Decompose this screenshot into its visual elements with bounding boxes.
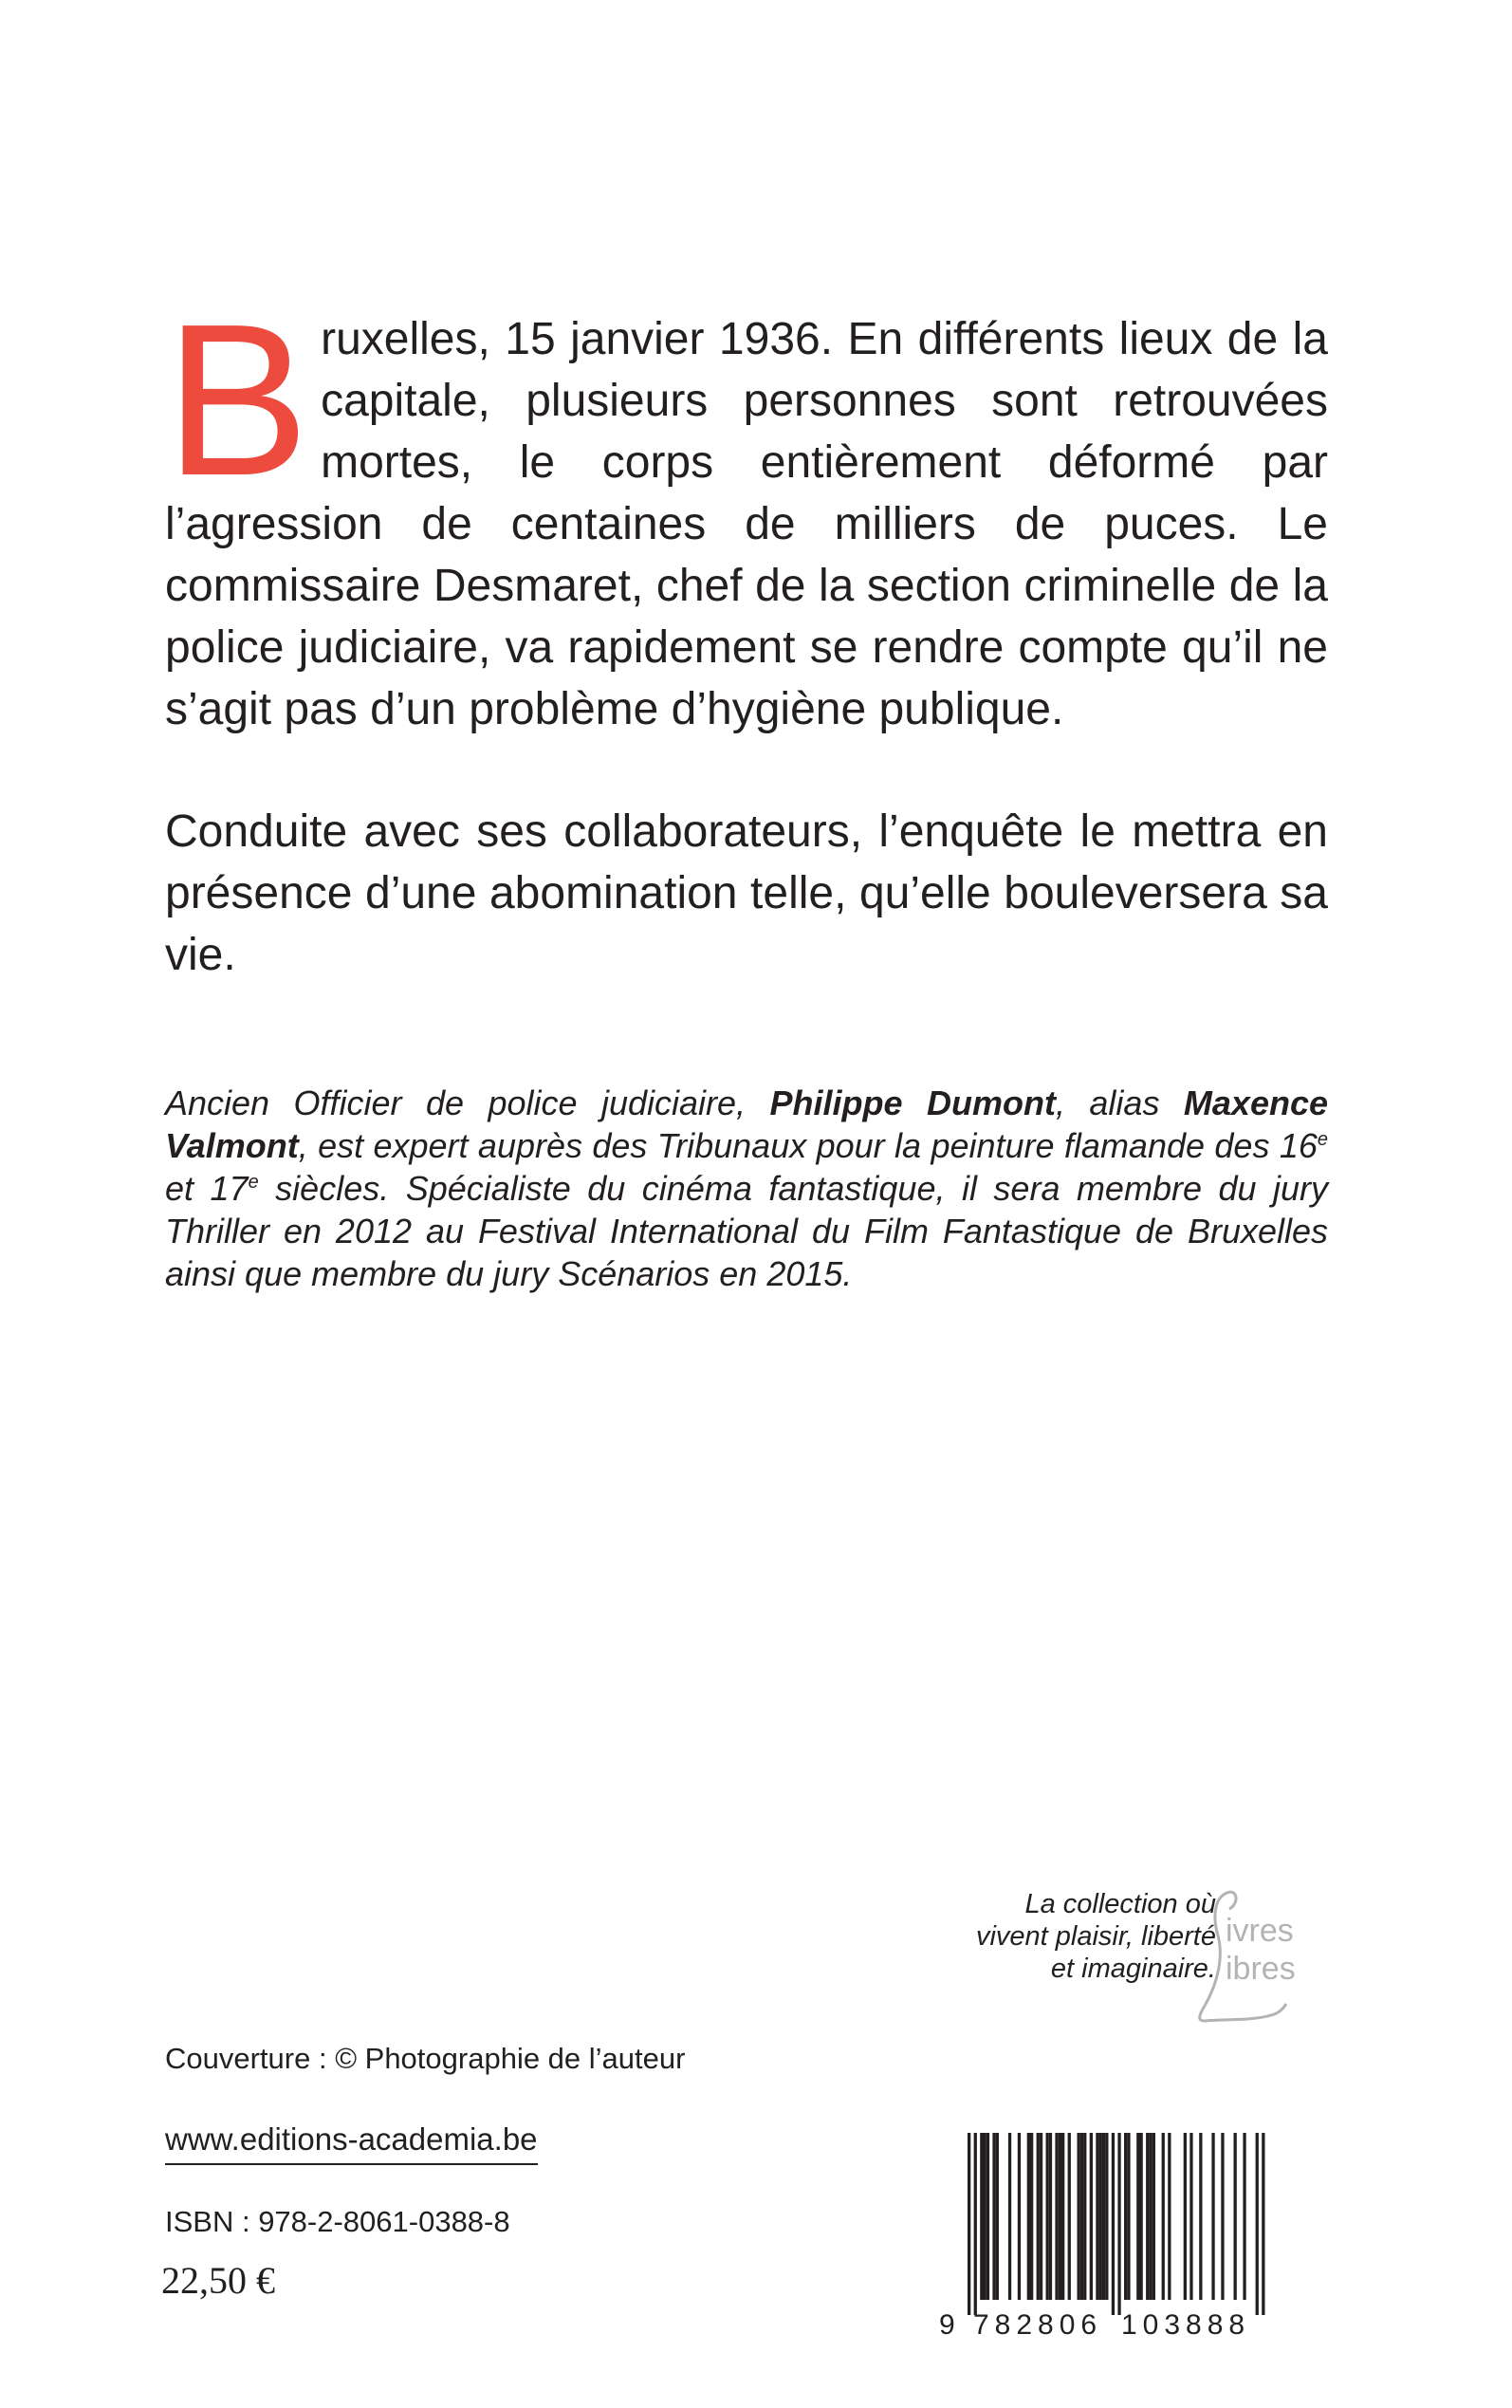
barcode-bar — [1046, 2133, 1049, 2300]
author-bio-text — [165, 1082, 1328, 1295]
bio-text-5: siècles. Spécialiste du cinéma fantastique, il sera membre du jury Thriller en 2012 au Festival International du Film Fantastique de Bruxelles ainsi que membre du jury Scénarios en 2015. — [165, 1169, 1328, 1293]
barcode-group-2: 103888 — [1121, 2309, 1251, 2341]
bio-text-3: , est expert auprès des Tribunaux pour la peinture flamande des 16 — [298, 1126, 1318, 1165]
barcode-bar — [1083, 2133, 1086, 2300]
barcode-bar — [1008, 2133, 1011, 2300]
logo-word-1: ivres — [1226, 1913, 1294, 1949]
collection-tagline-line-1: La collection où — [1024, 1889, 1216, 1919]
drop-cap: B — [165, 280, 310, 521]
barcode-bar — [1030, 2133, 1033, 2300]
livres-libres-logo — [1176, 1888, 1318, 2030]
barcode-bar — [996, 2133, 999, 2300]
barcode-bar — [1140, 2133, 1143, 2300]
bio-text-2: , alias — [1055, 1084, 1184, 1122]
barcode-bar — [1096, 2133, 1098, 2300]
barcode-bar — [992, 2133, 995, 2300]
barcode-bar — [1189, 2133, 1192, 2300]
synopsis-paragraph-1 — [165, 280, 1328, 740]
barcode-bar — [1211, 2133, 1214, 2300]
barcode-bar — [1040, 2133, 1042, 2300]
barcode-bar — [1146, 2133, 1149, 2300]
barcode-bar — [984, 2133, 986, 2300]
barcode-bar — [1124, 2133, 1127, 2300]
barcode-bar — [1068, 2133, 1071, 2300]
author-bio — [165, 1082, 1328, 1295]
barcode-bar — [1184, 2133, 1187, 2300]
logo-swash-top-icon — [1229, 1892, 1236, 1909]
barcode-bar — [1102, 2133, 1105, 2300]
barcode-bar — [1117, 2133, 1120, 2315]
barcode-bar — [980, 2133, 983, 2300]
logo-word-2: ibres — [1226, 1951, 1296, 1987]
synopsis-paragraph-1-text: ruxelles, 15 janvier 1936. En différents lieux de la capitale, plusieurs personnes sont retrouvées mortes, le corps entièrement déformé par l’agression de centaines de milliers de puces. Le commissaire Desmaret, chef de la section criminelle de la police judiciaire, va rapidement se rendre compte qu’il ne s’agit pas d’un problème d’hygiène publique. — [165, 314, 1328, 734]
barcode-bars — [968, 2133, 1265, 2315]
barcode-bar — [1018, 2133, 1021, 2300]
barcode-bar — [968, 2133, 970, 2315]
barcode-bar — [1199, 2133, 1202, 2300]
barcode-bar — [1112, 2133, 1115, 2315]
bio-text-1: Ancien Officier de police judiciaire, — [165, 1084, 770, 1122]
barcode-first-digit: 9 — [939, 2309, 955, 2341]
barcode-bar — [1078, 2133, 1080, 2300]
bio-text-4: et 17 — [165, 1169, 249, 1208]
barcode-bar — [1152, 2133, 1155, 2300]
barcode-bar — [1256, 2133, 1259, 2315]
barcode-bar — [986, 2133, 989, 2300]
barcode-bar — [1262, 2133, 1264, 2315]
barcode — [935, 2133, 1286, 2342]
synopsis — [165, 280, 1328, 986]
barcode-bar — [1221, 2133, 1224, 2300]
barcode-bar — [974, 2133, 977, 2315]
collection-tagline-line-3: et imaginaire. — [1050, 1954, 1216, 1984]
barcode-bar — [1162, 2133, 1165, 2300]
barcode-group-1: 782806 — [973, 2309, 1103, 2341]
collection-tagline-line-2: vivent plaisir, liberté — [975, 1921, 1216, 1952]
author-pseudonym: Maxence Valmont — [165, 1084, 1328, 1165]
barcode-bar — [1059, 2133, 1061, 2300]
collection-block — [911, 1888, 1296, 2030]
barcode-bar — [1037, 2133, 1040, 2300]
isbn: ISBN : 978-2-8061-0388-8 — [165, 2205, 510, 2238]
barcode-bar — [1127, 2133, 1130, 2300]
barcode-bar — [1090, 2133, 1093, 2300]
barcode-bar — [1136, 2133, 1139, 2300]
barcode-bar — [1061, 2133, 1064, 2300]
barcode-bar — [1105, 2133, 1108, 2300]
synopsis-paragraph-2: Conduite avec ses collaborateurs, l’enquête le mettra en présence d’une abomination telle, qu’elle bouleversera sa vie. — [165, 806, 1328, 980]
barcode-bar — [1234, 2133, 1237, 2300]
barcode-bar — [1149, 2133, 1152, 2300]
price: 22,50 € — [161, 2259, 275, 2302]
bio-superscript-1: e — [1317, 1129, 1328, 1150]
author-name: Philippe Dumont — [769, 1084, 1056, 1122]
barcode-bar — [1099, 2133, 1102, 2300]
collection-tagline — [911, 1888, 1216, 1985]
barcode-bar — [1168, 2133, 1171, 2300]
barcode-bar — [1027, 2133, 1030, 2300]
cover-credit: Couverture : © Photographie de l’auteur — [165, 2042, 686, 2075]
barcode-bar — [1243, 2133, 1245, 2300]
bio-superscript-2: e — [248, 1172, 259, 1193]
barcode-bar — [1049, 2133, 1052, 2300]
barcode-bar — [1080, 2133, 1083, 2300]
publisher-website-link[interactable]: www.editions-academia.be — [165, 2120, 538, 2165]
barcode-bar — [1055, 2133, 1058, 2300]
